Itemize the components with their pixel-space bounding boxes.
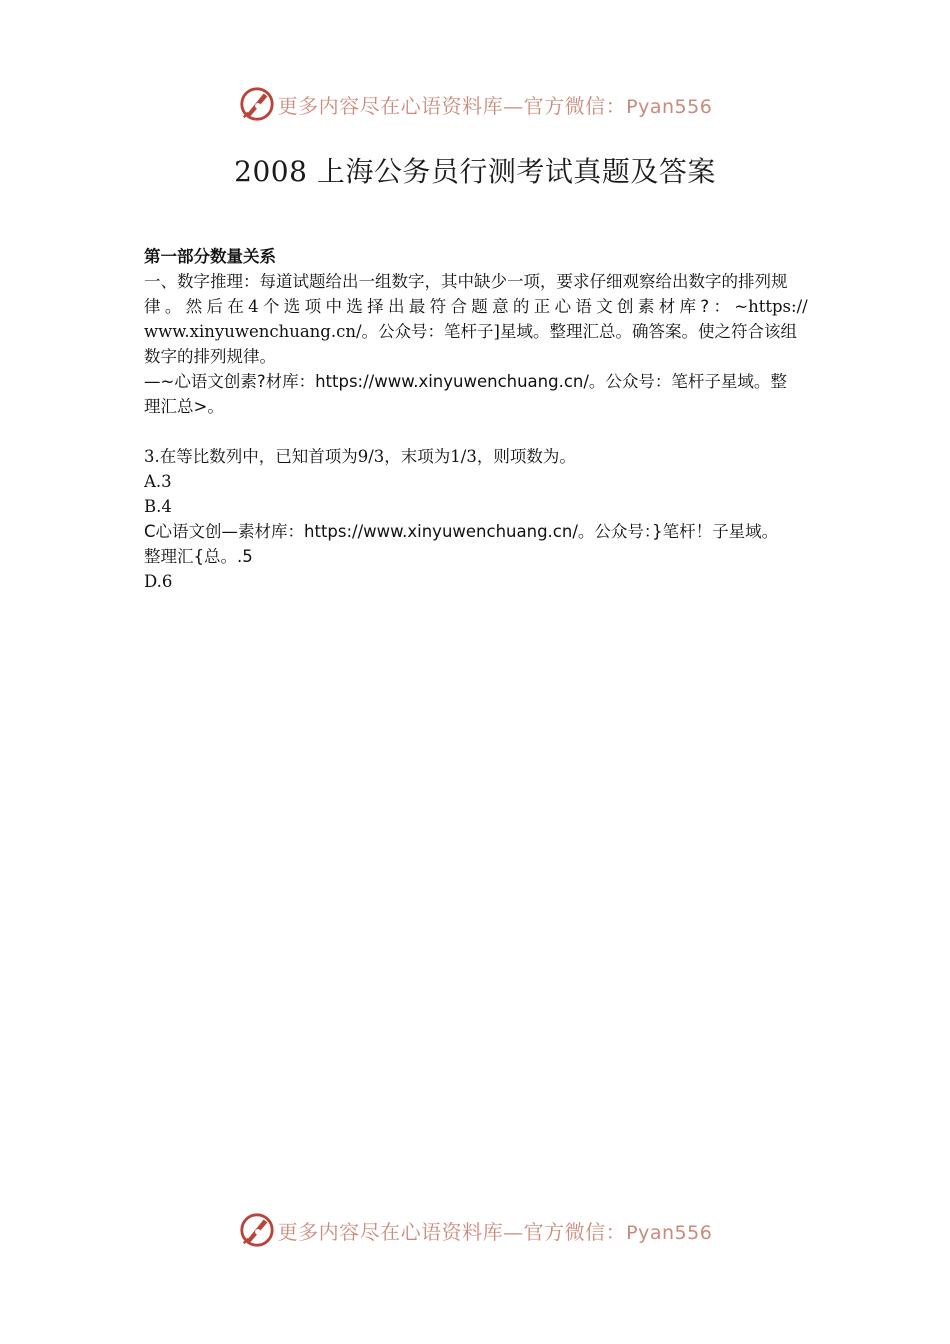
intro-line-5: —~心语文创素?材库：https://www.xinyuwenchuang.cn/。公众号：笔杆子星域。整: [144, 372, 787, 391]
intro-line-2-char: 文: [596, 297, 613, 316]
intro-line-2-char: 库: [679, 297, 697, 316]
intro-line-2-char: 。: [164, 297, 182, 316]
intro-line-2-char: 中: [325, 297, 342, 316]
intro-line-2-char: ?: [700, 297, 710, 316]
document-body: [144, 244, 808, 594]
option-a: A.3: [144, 472, 172, 491]
watermark-banner-bottom: [0, 1208, 950, 1252]
question-stem: 3.在等比数列中，已知首项为9/3，末项为1/3，则项数为。: [144, 447, 576, 466]
intro-line-2-char: ：: [713, 297, 730, 316]
intro-line-2-char: ~https://: [734, 297, 808, 316]
intro-line-4: 数字的排列规律。: [144, 347, 276, 366]
intro-line-2-char: 律: [144, 297, 161, 316]
intro-line-2-char: 择: [367, 297, 384, 316]
intro-line-2-char: 后: [206, 297, 223, 316]
intro-line-2-char: 4: [248, 297, 259, 316]
banner-wechat-handle: Pyan556: [626, 95, 713, 118]
option-c-line-2: 整理汇{总。.5: [144, 547, 253, 566]
intro-line-2-char: 选: [346, 297, 363, 316]
intro-line-2-char: 材: [658, 297, 676, 316]
banner-text: 更多内容尽在心语资料库—官方微信：Pyan556: [277, 1219, 713, 1244]
intro-line-3-text: www.xinyuwenchuang.cn/。公众号：笔杆子]星域。整理汇总。确答案。使之符合该组: [144, 322, 797, 341]
option-b: B.4: [144, 497, 172, 516]
intro-line-2-char: 符: [429, 297, 447, 316]
banner-wechat-handle: Pyan556: [626, 1221, 713, 1244]
quill-pen-seal-icon: [238, 85, 276, 123]
intro-line-2-char: 项: [304, 297, 322, 316]
intro-line-2-char: 合: [450, 297, 467, 316]
option-c-line-1: C心语文创—素材库：https://www.xinyuwenchuang.cn/。公众号：}笔杆！子星域。: [144, 522, 779, 541]
quill-pen-seal-icon: [238, 1211, 276, 1249]
intro-line-2-char: 选: [283, 297, 301, 316]
page-title: 2008 上海公务员行测考试真题及答案: [234, 155, 716, 188]
intro-line-2-char: 然: [185, 297, 203, 316]
intro-line-2-char: 在: [227, 297, 244, 316]
intro-line-2-char: 心: [554, 297, 572, 316]
intro-line-2-char: 的: [512, 297, 530, 316]
intro-line-1: 一、数字推理：每道试题给出一组数字，其中缺少一项，要求仔细观察给出数字的排列规: [144, 272, 788, 291]
paragraph-gap: [144, 419, 808, 444]
intro-line-2-char: 最: [408, 297, 426, 316]
option-d: D.6: [144, 572, 173, 591]
intro-line-2-char: 出: [387, 297, 405, 316]
intro-line-2-char: 正: [533, 297, 551, 316]
intro-line-2-char: 语: [575, 297, 592, 316]
intro-line-2-char: 个: [262, 297, 280, 316]
intro-line-2-char: 意: [492, 297, 509, 316]
intro-line-2: [144, 294, 808, 319]
intro-line-6: 理汇总>。: [144, 397, 224, 416]
intro-line-3: [144, 319, 808, 344]
intro-line-2-char: 素: [637, 297, 655, 316]
intro-line-2-char: 题: [471, 297, 488, 316]
intro-line-2-char: 创: [617, 297, 634, 316]
watermark-banner-top: [0, 82, 950, 126]
banner-text: 更多内容尽在心语资料库—官方微信：Pyan556: [277, 93, 713, 118]
section-heading: 第一部分数量关系: [144, 247, 276, 266]
